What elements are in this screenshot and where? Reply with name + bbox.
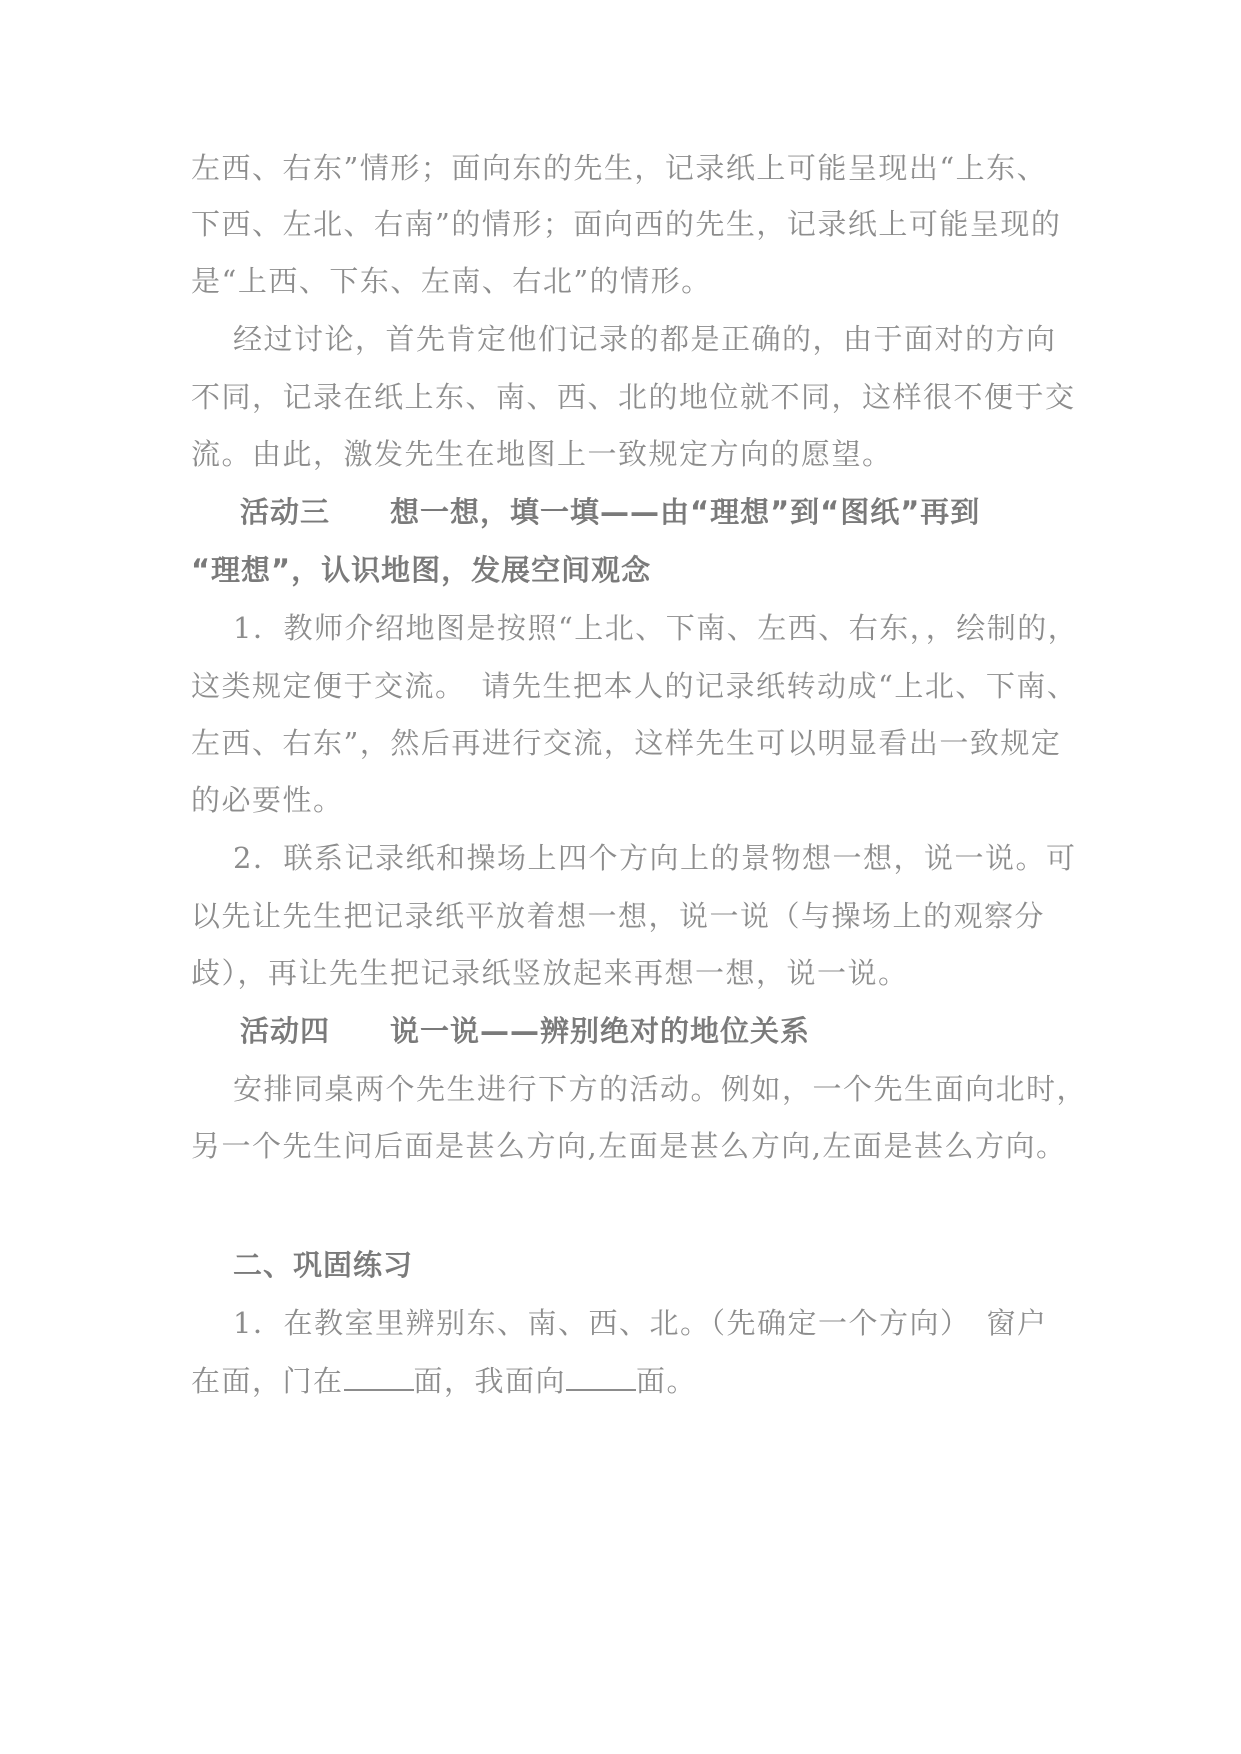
p5-line-1: 安排同桌两个先生进行下方的活动。例如，一个先生面向北时， xyxy=(233,1072,1088,1106)
p5-line-2: 另一个先生问后面是甚么方向,左面是甚么方向,左面是甚么方向。 xyxy=(191,1129,1067,1163)
activity3-title-line1: 想一想，填一填——由“理想”到“图纸”再到 xyxy=(390,495,981,529)
p6-line-2-b: 面，我面向 xyxy=(413,1364,567,1398)
p6-line-2-c: 面。 xyxy=(636,1364,698,1398)
activity3-label: 活动三 xyxy=(240,495,331,529)
p2-line-1: 经过讨论，首先肯定他们记录的都是正确的，由于面对的方向 xyxy=(233,322,1057,356)
p6-line-2-a: 在面，门在 xyxy=(191,1364,344,1398)
p1-line-3: 是“上西、下东、左南、右北”的情形。 xyxy=(191,264,712,298)
p3-line-4: 的必要性。 xyxy=(191,783,344,817)
p6-line-2 xyxy=(191,1361,1051,1401)
p3-line-1: 1．教师介绍地图是按照“上北、下南、左西、右东，，绘制的， xyxy=(233,611,1079,645)
p3-line-2: 这类规定便于交流。 请先生把本人的记录纸转动成“上北、下南、 xyxy=(191,669,1078,703)
p2-line-2: 不同，记录在纸上东、南、西、北的地位就不同，这样很不便于交 xyxy=(191,380,1076,414)
p3-line-3: 左西、右东”，然后再进行交流，这样先生可以明显看出一致规定 xyxy=(191,726,1062,760)
section2-title: 二、巩固练习 xyxy=(233,1248,414,1282)
p4-line-2: 以先让先生把记录纸平放着想一想，说一说（与操场上的观察分 xyxy=(191,899,1046,933)
activity4-heading xyxy=(240,1011,1100,1051)
p1-line-2: 下西、左北、右南”的情形；面向西的先生，记录纸上可能呈现的 xyxy=(191,207,1062,241)
p4-line-3: 歧），再让先生把记录纸竖放起来再想一想，说一说。 xyxy=(191,956,909,990)
p6-line-1: 1．在教室里辨别东、南、西、北。（先确定一个方向） 窗户 xyxy=(233,1306,1048,1340)
p4-line-1: 2．联系记录纸和操场上四个方向上的景物想一想，说一说。可 xyxy=(233,841,1077,875)
activity3-title-line2: “理想”，认识地图，发展空间观念 xyxy=(191,553,652,587)
activity4-title: 说一说——辨别绝对的地位关系 xyxy=(390,1014,811,1048)
p1-line-1: 左西、右东”情形；面向东的先生，记录纸上可能呈现出“上东、 xyxy=(191,151,1048,185)
p2-line-3: 流。由此，激发先生在地图上一致规定方向的愿望。 xyxy=(191,437,893,471)
fill-blank-facing[interactable] xyxy=(566,1363,636,1391)
activity3-heading xyxy=(240,492,1100,532)
fill-blank-door[interactable] xyxy=(344,1363,414,1391)
activity4-label: 活动四 xyxy=(240,1014,331,1048)
